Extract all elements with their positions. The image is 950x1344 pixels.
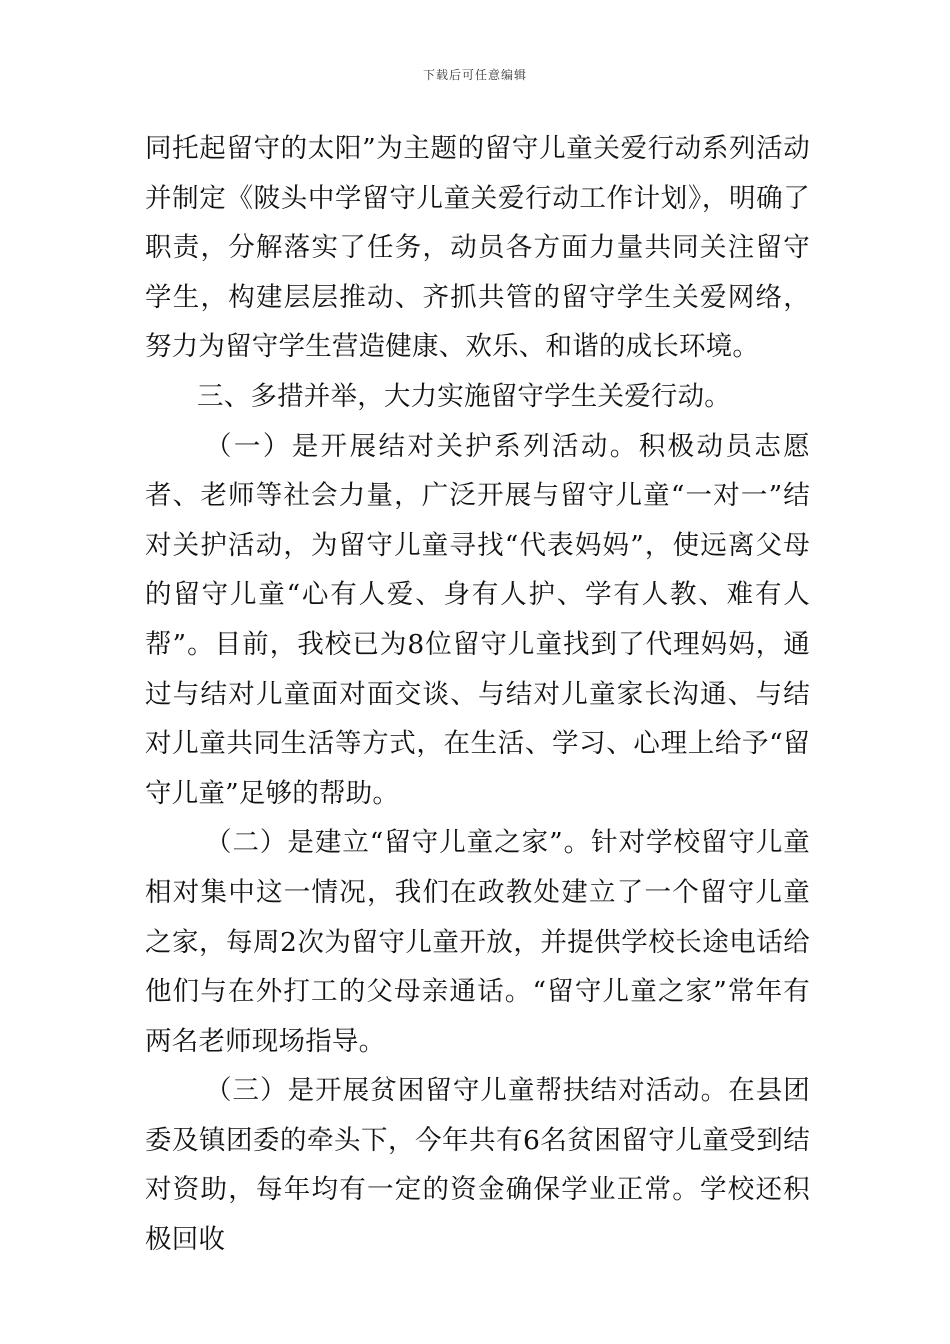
paragraph-item-2: （二）是建立“留守儿童之家”。针对学校留守儿童相对集中这一情况，我们在政教处建立了一个留守儿童之家，每周2次为留守儿童开放，并提供学校长途电话给他们与在外打工的父母亲通话。“留守儿童之家”常年有两名老师现场指导。 [145, 827, 810, 1057]
paragraph-item-1: （一）是开展结对关护系列活动。积极动员志愿者、老师等社会力量，广泛开展与留守儿童“一对一”结对关护活动，为留守儿童寻找“代表妈妈”，使远离父母的留守儿童“心有人爱、身有人护、学有人教、难有人帮”。目前，我校已为8位留守儿童找到了代理妈妈，通过与结对儿童面对面交谈、与结对儿童家长沟通、与结对儿童共同生活等方式，在生活、学习、心理上给予“留守儿童”足够的帮助。 [145, 430, 810, 809]
paragraph-section-heading: 三、多措并举，大力实施留守学生关爱行动。 [197, 380, 731, 412]
document-body [145, 124, 810, 1265]
paragraph-continuation: 同托起留守的太阳”为主题的留守儿童关爱行动系列活动并制定《陂头中学留守儿童关爱行动工作计划》，明确了职责，分解落实了任务，动员各方面力量共同关注留守学生，构建层层推动、齐抓共管的留守学生关爱网络，努力为留守学生营造健康、欢乐、和谐的成长环境。 [145, 133, 810, 363]
paragraph-item-3: （三）是开展贫困留守儿童帮扶结对活动。在县团委及镇团委的牵头下，今年共有6名贫困留守儿童受到结对资助，每年均有一定的资金确保学业正常。学校还积极回收 [145, 1075, 810, 1256]
page-header-note: 下载后可任意编辑 [422, 68, 527, 82]
